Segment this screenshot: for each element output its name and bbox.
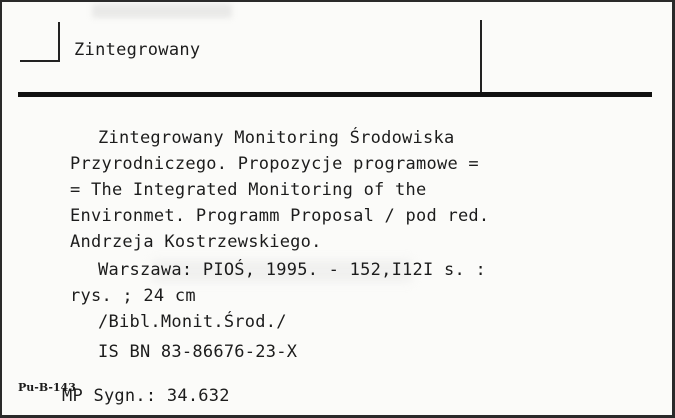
- heading-rule: [18, 92, 652, 97]
- call-number-label: Pu-B-143: [18, 381, 76, 394]
- body-line: Environmet. Programm Proposal / pod red.: [70, 206, 490, 226]
- body-line: Zintegrowany Monitoring Środowiska: [98, 128, 455, 148]
- isbn-line: IS BN 83-86676-23-X: [98, 342, 298, 362]
- body-line: rys. ; 24 cm: [70, 286, 196, 306]
- body-line: Warszawa: PIOŚ, 1995. - 152,I12I s. :: [98, 260, 486, 280]
- card-heading: Zintegrowany: [74, 40, 201, 60]
- card-frame-line: [58, 22, 60, 62]
- body-line: = The Integrated Monitoring of the: [70, 180, 427, 200]
- call-number-line: MP Sygn.: 34.632: [62, 386, 230, 406]
- body-line: /Bibl.Monit.Środ./: [98, 312, 287, 332]
- body-line: Andrzeja Kostrzewskiego.: [70, 232, 322, 252]
- body-line: Przyrodniczego. Propozycje programowe =: [70, 154, 479, 174]
- smudge-mark: [92, 4, 232, 18]
- card-frame-line: [480, 20, 482, 94]
- card-frame-line: [20, 60, 60, 62]
- catalog-card: [2, 2, 672, 415]
